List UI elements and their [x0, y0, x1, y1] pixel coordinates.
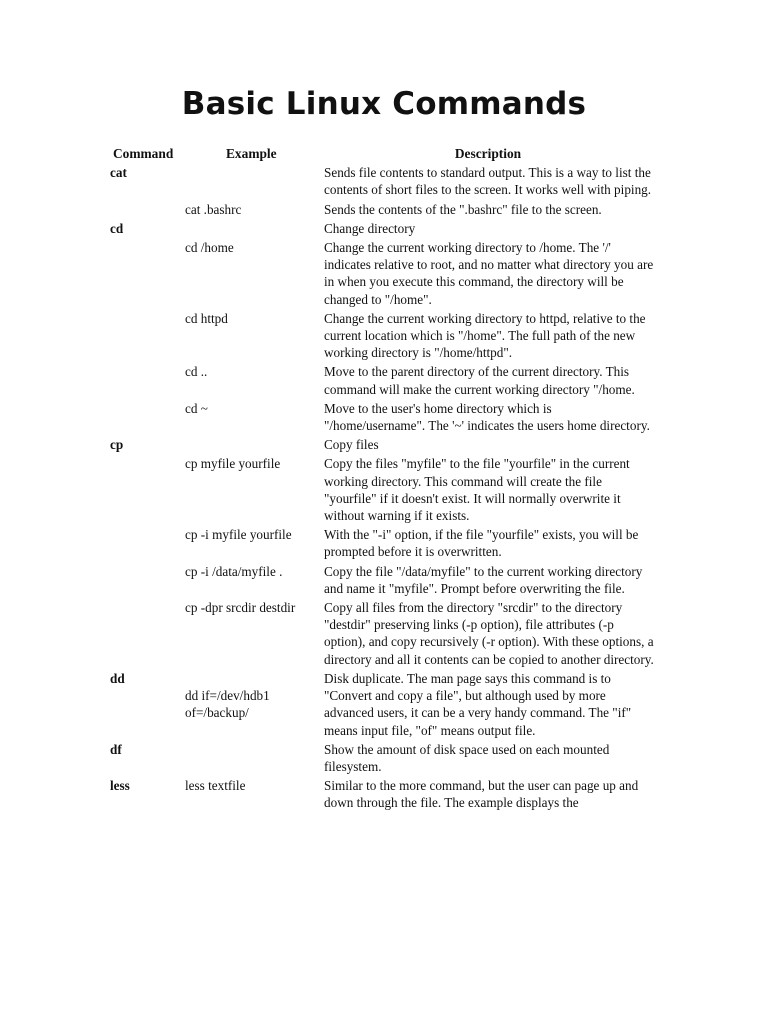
example-cell: cat .bashrc [185, 201, 242, 217]
table-row [110, 455, 656, 526]
description-cell: Change the current working directory to httpd, relative to the current location which is "/home". The full path of the new working directory is "/home/httpd". [324, 310, 646, 361]
description-cell: Move to the user's home directory which is "/home/username". The '~' indicates the users home directory. [324, 400, 650, 434]
table-header-row [110, 144, 656, 164]
description-cell: Move to the parent directory of the current directory. This command will make the current working directory "/home. [324, 364, 635, 397]
example-cell: cp -i myfile yourfile [185, 527, 292, 543]
example-cell: cd ~ [185, 400, 208, 416]
table-row [110, 741, 656, 777]
description-cell: Similar to the more command, but the user can page up and down through the file. The example displays the [324, 778, 639, 811]
command-cell [110, 599, 184, 670]
column-header-description: Description [454, 146, 522, 161]
command-cell: dd [110, 670, 125, 686]
description-cell: Sends file contents to standard output. This is a way to list the contents of short files to the screen. It works well with piping. [324, 165, 652, 198]
command-cell [110, 563, 184, 599]
table-row [110, 670, 656, 741]
column-header-command: Command [113, 146, 174, 161]
command-cell [110, 526, 184, 562]
example-cell: cp -dpr srcdir destdir [185, 600, 296, 616]
table-row [110, 164, 656, 200]
command-cell: df [110, 741, 122, 757]
description-cell: Copy the file "/data/myfile" to the current working directory and name it "myfile". Prompt before overwriting the file. [324, 563, 643, 596]
example-cell [184, 670, 324, 741]
example-cell [184, 741, 324, 777]
description-cell: Change directory [324, 220, 416, 236]
command-cell: cp [110, 437, 124, 453]
example-cell: less textfile [185, 778, 246, 794]
commands-table [110, 144, 656, 814]
table-row [110, 526, 656, 562]
table-row [110, 777, 656, 813]
command-cell [110, 310, 184, 364]
table-row [110, 220, 656, 239]
example-cell: cp -i /data/myfile . [185, 563, 283, 579]
command-cell [110, 201, 184, 220]
example-cell: cd httpd [185, 310, 228, 326]
example-cell [184, 436, 324, 455]
column-header-example: Example [226, 146, 277, 161]
description-cell: Copy files [324, 437, 379, 453]
table-row [110, 310, 656, 364]
table-row [110, 400, 656, 436]
command-cell [110, 455, 184, 526]
example-cell [184, 220, 324, 239]
description-cell: Disk duplicate. The man page says this command is to "Convert and copy a file", but although used by more advanced users, it can be a very handy command. The "if" means input file, "of" means output file. [324, 670, 632, 738]
description-cell: With the "-i" option, if the file "yourfile" exists, you will be prompted before it is overwritten. [324, 527, 639, 560]
table-row [110, 599, 656, 670]
table-row [110, 563, 656, 599]
table-row [110, 201, 656, 220]
command-cell: cd [110, 220, 124, 236]
example-cell: cd /home [185, 240, 234, 256]
command-cell [110, 400, 184, 436]
description-cell: Change the current working directory to /home. The '/' indicates relative to root, and no matter what directory you are in when you execute this command, the directory will be changed to "/home". [324, 240, 654, 307]
command-cell [110, 363, 184, 399]
example-text: dd if=/dev/hdb1 of=/backup/ [185, 688, 270, 721]
command-cell: cat [110, 165, 127, 181]
command-cell [110, 239, 184, 310]
description-cell: Copy all files from the directory "srcdir" to the directory "destdir" preserving links (-p option), file attributes (-p option), and copy recursively (-r option). With these options, a directory and all it contents can be copied to another directory. [324, 600, 654, 667]
example-cell: cp myfile yourfile [185, 456, 281, 472]
table-row [110, 239, 656, 310]
page-title: Basic Linux Commands [181, 86, 587, 122]
description-cell: Copy the files "myfile" to the file "yourfile" in the current working directory. This command will create the file "yourfile" if it doesn't exist. It will normally overwrite it without warning if it exists. [324, 456, 630, 524]
description-cell: Sends the contents of the ".bashrc" file to the screen. [324, 201, 602, 217]
description-cell: Show the amount of disk space used on each mounted filesystem. [324, 741, 610, 774]
table-row [110, 363, 656, 399]
table-row [110, 436, 656, 455]
command-cell: less [110, 778, 130, 794]
example-cell: cd .. [185, 364, 208, 380]
example-cell [184, 164, 324, 200]
